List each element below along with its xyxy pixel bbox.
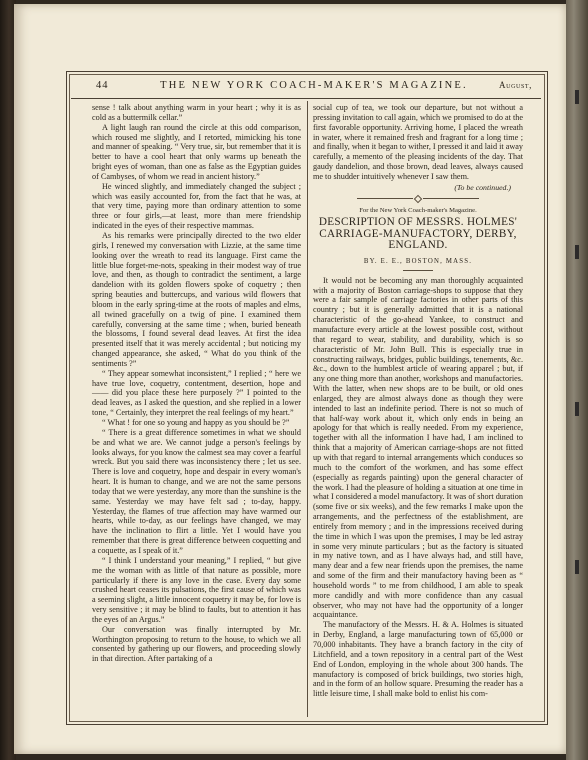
spine-mark <box>575 402 579 416</box>
issue-month: August, <box>499 80 532 90</box>
journal-title: THE NEW YORK COACH-MAKER'S MAGAZINE. <box>160 80 468 91</box>
byline-rule <box>403 270 433 271</box>
story-paragraph: “ I think I understand your meaning,” I replied, “ but give me the woman with as little of that nature as possible, more particularly if there is any love in the case. Every day some crushed heart ceases its pulsations, the first cause of which was a seeming slight, a little innocent coquetry it may be, for love is very sensitive ; it may be blind to faults, but to attention it has the eyes of an Argus.” <box>92 555 301 624</box>
spine-mark <box>575 245 579 259</box>
left-column <box>92 103 301 664</box>
story-paragraph: As his remarks were principally directed to the two elder girls, I renewed my conversation with Lizzie, at the same time looking over the wreath to read its language. First came the little blue forget-me-nots, speaking in their modest way of true love, and then, as though to contradict the sentiment, a large dandelion with its golden flowers spoke of coquetry ; then spring beauties and buttercups, and various wild flowers that bloom in the early spring-time at the roots of maples and elms, all twined gracefully on a twig of pine. I examined them carefully, conversing at the same time ; when, buried beneath the blossoms, I found several dead leaves. At first the idea presented itself that it was merely accidental ; but noticing my changed appearance, she asked, “ What do you think of the sentiments ?” <box>92 230 301 368</box>
column-divider <box>307 101 308 717</box>
spine-mark <box>575 90 579 104</box>
story-paragraph: social cup of tea, we took our departure, but not without a pressing invitation to call again, which we promised to do at the first favorable opportunity. Arriving home, I placed the wreath in water, where it remained fresh and fragrant for a long time ; and finally, when it began to wither, I pressed it and laid it away carefully, a memento of the pleasing incidents of the day. That gaudy dandelion, and those brown, dead leaves, always caused me to shudder intuitively whenever I saw them. <box>313 103 523 181</box>
article-title: DESCRIPTION OF MESSRS. HOLMES' CARRIAGE-MANUFACTORY, DERBY, ENGLAND. <box>318 216 518 252</box>
story-paragraph: Our conversation was finally interrupted by Mr. Worthington proposing to return to the house, to which we all consented by gathering up our flowers, and proceeding slowly in that direction. After partaking of a <box>92 624 301 664</box>
article-paragraph: The manufactory of the Messrs. H. & A. Holmes is situated in Derby, England, a large manufacturing town of 65,000 or 70,000 inhabitants. They have a branch factory in the city of Litchfield, and a town repository in a central part of the West End of London, employing in the whole about 300 hands. The manufactory is composed of brick buildings, two stories high, and in the form of an hollow square. Presuming the reader has a little leisure time, I shall make bold to enlist his com- <box>313 620 523 699</box>
story-paragraph: sense ! talk about anything warm in your heart ; why it is as cold as a buttermilk cellar.” <box>92 103 301 122</box>
section-ornament <box>313 194 523 202</box>
story-paragraph: “ There is a great difference sometimes in what we should be and what we are. We cannot judge a person's feelings by looks always, for you know the calmest sea may cover a fearful wreck. But you said there was inconsistency there ; let us see. There is love and coquetry, hope and despair in every woman's heart. It is human to change, and we are not the same persons today that we were yesterday, any more than the sunshine is the same. Yesterday we may have felt sad ; to-day, happy. Yesterday, the flames of true affection may have warmed our hearts, while to-day, as our feelings have changed, we may have the inclination to flirt a little. Yet I would have you remember that there is great difference between coquetting and a coquette, as I speak of it.” <box>92 427 301 555</box>
right-column <box>313 103 523 699</box>
article-byline: BY. E. E., BOSTON, MASS. <box>363 257 473 265</box>
spine-mark <box>575 560 579 574</box>
article-paragraph: It would not be becoming any man thoroughly acquainted with a majority of Boston carriage-shops to suppose that they were a fair sample of carriage factories in other parts of this country ; but it is generally admitted that it is a national characteristic of the go-ahead Yankee, to construct and manufacture every article at the lowest possible cost, without that regard to wear, stability, and durability, which is so characteristic of Mr. John Bull. This is especially true in constructing railways, bridges, public buildings, tenements, &c. &c., down to the humblest article of wearing apparel ; but, if any one thing more than another, workshops and manufactories. With the latter, when new shops are to be built, or old ones enlarged, they are almost always done as though they were intended to last an indefinite period. There is not so much of that half-way work about it, which only ends in being an apology for that which is really needed. From my experience, together with all the information I have had, I am inclined to think that a majority of American carriage-shops are not fitted up with that regard to internal arrangements which conduces so much to the comfort of the workmen, and has some effect (especially as regards painting) upon the general character of the work. I had the pleasure of holding a situation at one time in what I considered a model manufactory. It was of short duration (some five or six weeks), and the few remarks I make upon the arrangements, and the perfectness of the establishment, are entirely from memory ; and in the impressions received during the time in which I was upon the premises, I may be led astray in some very minute particulars ; but as the factory is situated in my native town, and as I have always had, and still have, many dear and a few near friends upon the premises, the name and some of the firm and their manufactory having been as “ household words ” to me from childhood, I am able to speak more candidly and with more confidence than any casual observer, who may not have had the opportunity of a longer acquaintance. <box>313 275 523 620</box>
continued-note: (To be continued.) <box>454 182 511 192</box>
story-paragraph: “ What ! for one so young and happy as you should be ?” <box>102 418 290 427</box>
running-head <box>96 80 532 96</box>
story-paragraph: “ They appear somewhat inconsistent,” I replied ; “ here we have true love, coquetry, contentment, desertion, hope and —— did you place these here purposely ?” I pointed to the dead leaves, as I asked the question, and she replied in a lower tone, “ Certainly, they interpret the real feelings of my heart.” <box>92 368 301 418</box>
story-paragraph: He winced slightly, and immediately changed the subject ; which was easily accounted for, from the fact that he was, at that very time, paying more than ordinary attention to some three or four girls,—at least, more than mere friendship indicated in the eyes of their respective mammas. <box>92 181 301 231</box>
article-source: For the New York Coach-maker's Magazine. <box>359 206 477 214</box>
closed-volume-edge <box>566 0 588 760</box>
page-number: 44 <box>96 80 109 91</box>
story-paragraph: A light laugh ran round the circle at this odd comparison, which roused me slightly, and I retorted, mimicking his tone and manner of speaking. “ Very true, sir, but remember that it is better to have a cool heart that only warms up beneath the bright eyes of woman, than one as false as the Egyptian guides of Cambyses, of whom we read in ancient history.” <box>92 122 301 181</box>
header-rule <box>71 98 541 99</box>
